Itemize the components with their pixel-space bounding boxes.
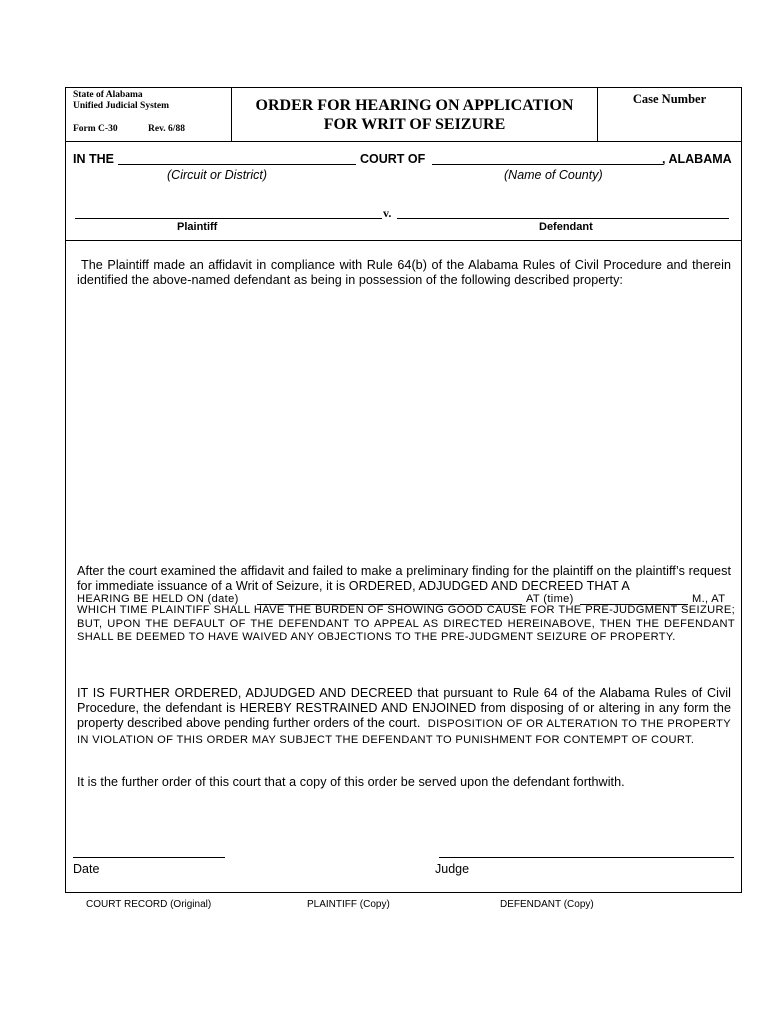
intro-paragraph: The Plaintiff made an affidavit in compliance with Rule 64(b) of the Alabama Rules of Civil Procedure and therein identified the above-named defendant as being in possession of the following described property: [77, 258, 731, 287]
plaintiff-name-field[interactable] [75, 218, 382, 219]
plaintiff-label: Plaintiff [177, 221, 218, 233]
service-order-paragraph: It is the further order of this court that a copy of this order be served upon the defendant forthwith. [77, 775, 625, 789]
parties-bottom-rule [66, 240, 741, 241]
judge-signature-line[interactable] [439, 857, 734, 858]
restraint-order-paragraph [77, 686, 731, 747]
date-signature-line[interactable] [73, 857, 225, 858]
copy-defendant: DEFENDANT (Copy) [500, 899, 594, 910]
hearing-time-label: AT (time) [526, 593, 574, 605]
state-label: State of Alabama [73, 90, 143, 100]
form-title-line1: ORDER FOR HEARING ON APPLICATION [255, 97, 574, 114]
county-name-field[interactable] [432, 164, 663, 165]
revision-date: Rev. 6/88 [148, 124, 185, 134]
hearing-order-lead: After the court examined the affidavit and failed to make a preliminary finding for the plaintiff on the plaintiff’s request for immediate issuance of a Writ of Seizure, it is ORDERED, ADJUDGED AND DECREED THAT A [77, 564, 731, 593]
court-of-label: COURT OF [360, 152, 426, 166]
court-type-field[interactable] [118, 164, 356, 165]
restraint-order-lead: IT IS FURTHER ORDERED, ADJUDGED AND DECREED that pursuant to Rule 64 of the Alabama Rules of Civil Procedure, the defendant is HEREBY RESTRAINED AND ENJOINED from disposing of or altering in any form the property described above pending further orders of the court. [77, 686, 731, 730]
form-number: Form C-30 [73, 124, 118, 134]
defendant-name-field[interactable] [397, 218, 729, 219]
case-number-label: Case Number [632, 92, 707, 106]
system-label: Unified Judicial System [73, 101, 170, 111]
versus-label: v. [383, 206, 392, 220]
copy-plaintiff: PLAINTIFF (Copy) [307, 899, 390, 910]
circuit-district-hint: (Circuit or District) [167, 168, 267, 182]
judge-label: Judge [435, 862, 470, 876]
in-the-label: IN THE [73, 152, 114, 166]
form-title-line2: FOR WRIT OF SEIZURE [323, 116, 506, 133]
hearing-order-rest: WHICH TIME PLAINTIFF SHALL HAVE THE BURDEN OF SHOWING GOOD CAUSE FOR THE PRE-JUDGMENT SEIZURE; BUT, UPON THE DEFAULT OF THE DEFENDANT TO APPEAL AS DIRECTED HEREINABOVE, THEN THE DEFENDANT SHALL BE DEEMED TO HAVE WAIVED ANY OBJECTIONS TO THE PRE-JUDGMENT SEIZURE OF PROPERTY. [77, 604, 735, 644]
header-bottom-rule [66, 141, 741, 142]
restraint-order-caps: DISPOSITION OF OR ALTERATION TO THE PROPERTY IN VIOLATION OF THIS ORDER MAY SUBJECT THE DEFENDANT TO PUNISHMENT FOR CONTEMPT OF COURT. [77, 718, 731, 746]
defendant-label: Defendant [539, 221, 593, 233]
alabama-label: , ALABAMA [662, 152, 732, 166]
property-description-area[interactable] [77, 292, 731, 552]
hearing-date-label: HEARING BE HELD ON (date) [77, 593, 239, 605]
county-hint: (Name of County) [504, 168, 603, 182]
copy-court-record: COURT RECORD (Original) [86, 899, 212, 910]
m-at-label: M., AT [692, 593, 726, 605]
date-label: Date [73, 862, 100, 876]
